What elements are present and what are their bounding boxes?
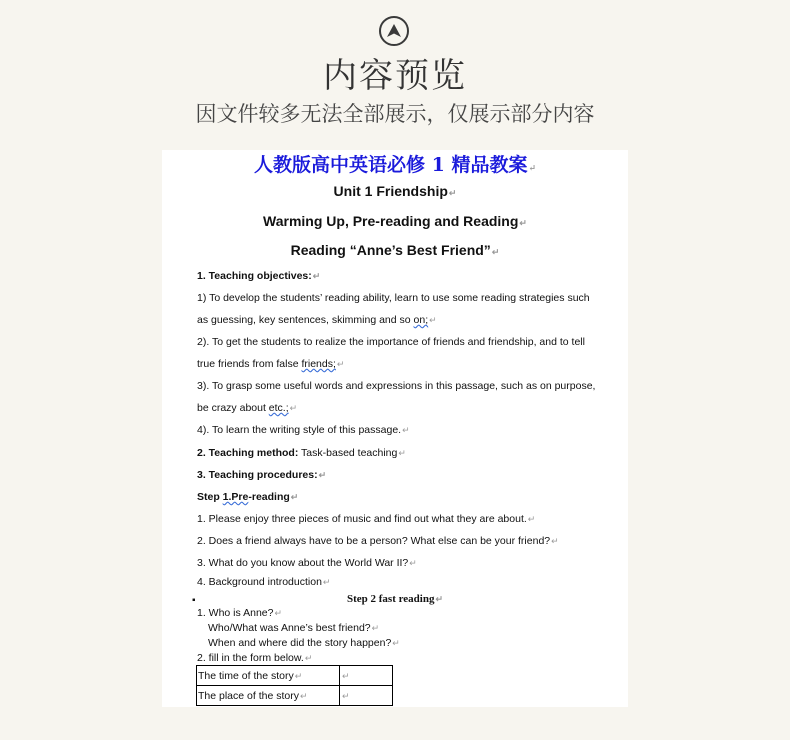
reading-heading: Reading “Anne’s Best Friend”↵ bbox=[290, 242, 500, 258]
story-form-table bbox=[196, 665, 393, 706]
teaching-procedures: 3. Teaching procedures:↵ bbox=[197, 469, 327, 481]
section-heading: Warming Up, Pre-reading and Reading↵ bbox=[263, 213, 527, 229]
question-1: 1. Please enjoy three pieces of music and find out what they are about.↵ bbox=[197, 513, 536, 525]
unit-heading: Unit 1 Friendship↵ bbox=[333, 183, 457, 199]
table-row bbox=[197, 666, 393, 686]
objective-4: 4). To learn the writing style of this passage.↵ bbox=[197, 424, 410, 436]
objective-2-line-2: true friends from false friends;↵ bbox=[197, 358, 345, 370]
table-row bbox=[197, 686, 393, 706]
fast-reading-q1a: Who/What was Anne’s best friend?↵ bbox=[208, 622, 380, 634]
objective-1-line-2: as guessing, key sentences, skimming and so on;↵ bbox=[197, 314, 437, 326]
teaching-method: 2. Teaching method: Task-based teaching↵ bbox=[197, 447, 406, 459]
fast-reading-q2: 2. fill in the form below.↵ bbox=[197, 652, 313, 664]
document-preview bbox=[162, 150, 628, 707]
table-cell: The time of the story↵ bbox=[197, 666, 340, 686]
preview-header bbox=[0, 0, 790, 150]
fast-reading-q1: 1. Who is Anne?↵ bbox=[197, 607, 283, 619]
document-title-cn: 人教版高中英语必修 1 精品教案↵ bbox=[254, 154, 536, 176]
page-subtitle: 因文件较多无法全部展示，仅展示部分内容 bbox=[195, 102, 595, 126]
fast-reading-q1b: When and where did the story happen?↵ bbox=[208, 637, 400, 649]
question-4: 4. Background introduction↵ bbox=[197, 576, 331, 588]
objective-3-line-2: be crazy about etc.;↵ bbox=[197, 402, 298, 414]
objective-2-line-1: 2). To get the students to realize the importance of friends and friendship, and to tell bbox=[197, 336, 585, 348]
objective-1-line-1: 1) To develop the students’ reading ability, learn to use some reading strategies such bbox=[197, 292, 590, 304]
navigation-up-icon[interactable] bbox=[379, 16, 409, 46]
table-cell: ↵ bbox=[340, 686, 393, 706]
step-1-heading: Step 1.Pre-reading↵ bbox=[197, 491, 299, 503]
table-cell: ↵ bbox=[340, 666, 393, 686]
step-2-heading: Step 2 fast reading↵ bbox=[346, 593, 444, 605]
question-3: 3. What do you know about the World War II?↵ bbox=[197, 557, 417, 569]
objectives-heading: 1. Teaching objectives:↵ bbox=[197, 270, 321, 282]
table-cell: The place of the story↵ bbox=[197, 686, 340, 706]
question-2: 2. Does a friend always have to be a person? What else can be your friend?↵ bbox=[197, 535, 559, 547]
list-bullet: ▪ bbox=[192, 595, 196, 606]
arrow-up-icon bbox=[386, 23, 402, 39]
page-title: 内容预览 bbox=[323, 56, 467, 96]
objective-3-line-1: 3). To grasp some useful words and expressions in this passage, such as on purpose, bbox=[197, 380, 596, 392]
